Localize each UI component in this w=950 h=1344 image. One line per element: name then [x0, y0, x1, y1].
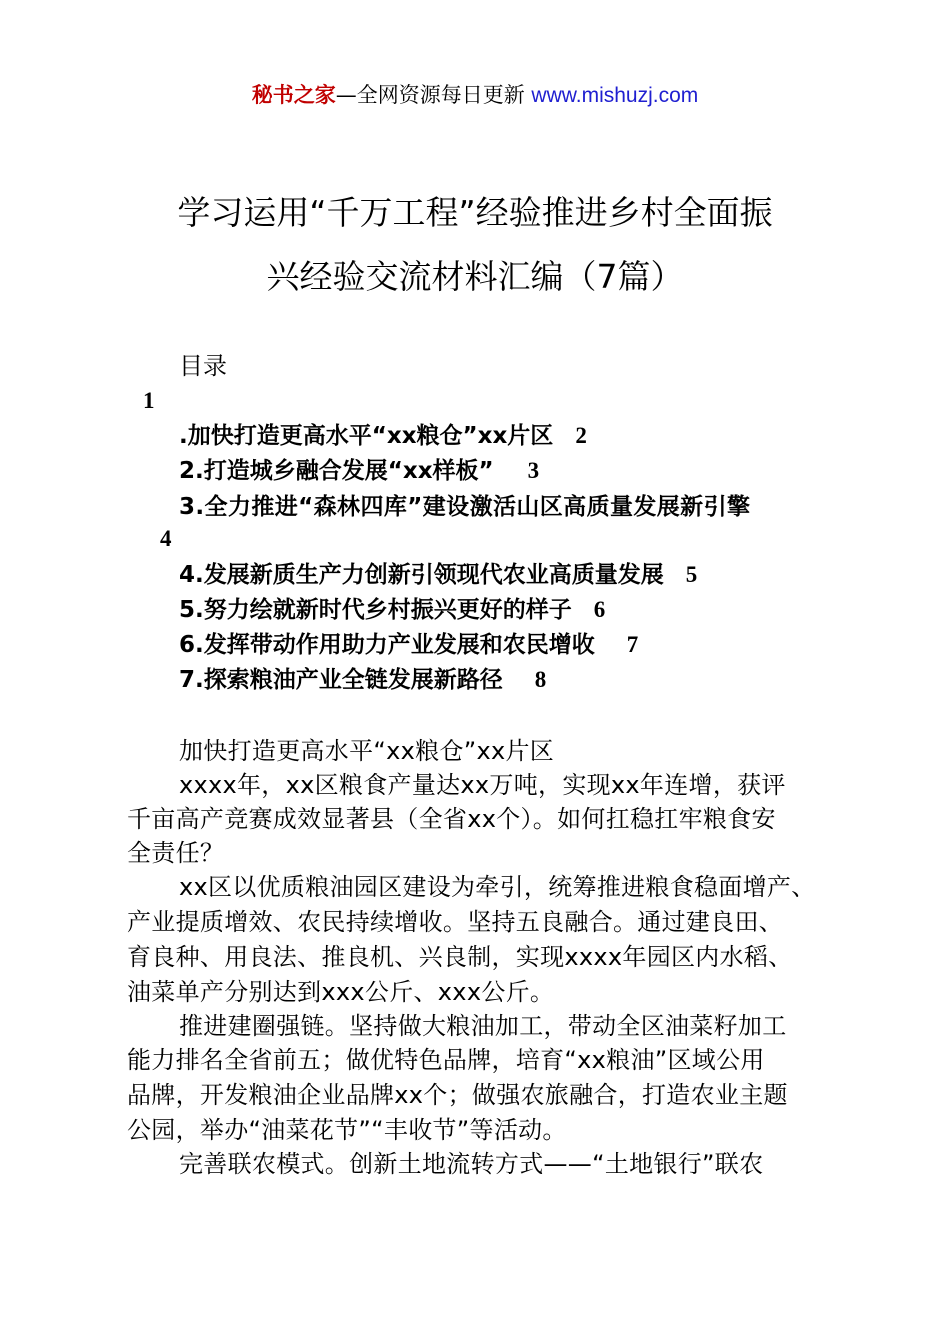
- toc-item-text: 2.打造城乡融合发展“xx样板”: [179, 458, 494, 484]
- toc-item-page: 7: [626, 632, 639, 657]
- toc-item-text: .加快打造更高水平“xx粮仓”xx片区: [179, 423, 554, 449]
- body-line: 千亩高产竞赛成效显著县（全省xx个）。如何扛稳扛牢粮食安: [127, 805, 776, 833]
- toc-item-5[interactable]: [179, 593, 605, 627]
- toc-item-page: 6: [593, 597, 606, 622]
- toc-item-text: 4.发展新质生产力创新引领现代农业高质量发展: [179, 562, 664, 588]
- site-header: [0, 80, 950, 111]
- toc-item-page: 2: [575, 423, 587, 448]
- toc-item-text: 7.探索粮油产业全链发展新路径: [179, 667, 503, 693]
- body-line: 全责任？: [127, 839, 225, 867]
- body-line: xxxx年，xx区粮食产量达xx万吨，实现xx年连增，获评: [179, 771, 786, 799]
- toc-item-text: 5.努力绘就新时代乡村振兴更好的样子: [179, 597, 572, 623]
- body-line: 能力排名全省前五；做优特色品牌，培育“xx粮油”区域公用: [127, 1046, 765, 1074]
- document-title-line-1: 学习运用“千万工程”经验推进乡村全面振: [177, 193, 773, 232]
- body-line: 推进建圈强链。坚持做大粮油加工，带动全区油菜籽加工: [179, 1012, 787, 1040]
- body-line: 完善联农模式。创新土地流转方式——“土地银行”联农: [179, 1150, 764, 1178]
- toc-heading: 目录: [179, 352, 227, 380]
- toc-item-6[interactable]: [179, 628, 638, 662]
- toc-item-1[interactable]: [179, 419, 587, 453]
- section-title: 加快打造更高水平“xx粮仓”xx片区: [179, 737, 555, 765]
- toc-page-number: 1: [143, 388, 155, 413]
- toc-item-7[interactable]: [179, 663, 546, 697]
- brand-name: 秘书之家: [251, 83, 336, 107]
- toc-item-3-page: 4: [160, 526, 172, 551]
- header-slogan: —全网资源每日更新: [335, 83, 525, 107]
- toc-item-text: 6.发挥带动作用助力产业发展和农民增收: [179, 632, 595, 658]
- body-line: 油菜单产分别达到xxx公斤、xxx公斤。: [127, 978, 555, 1006]
- toc-item-page: 3: [527, 458, 540, 483]
- body-line: xx区以优质粮油园区建设为牵引，统筹推进粮食稳面增产、: [179, 873, 816, 901]
- toc-item-page: 5: [685, 562, 698, 587]
- toc-item-4[interactable]: [179, 558, 697, 592]
- toc-item-3[interactable]: [179, 490, 750, 524]
- toc-item-text: 3.全力推进“森林四库”建设激活山区高质量发展新引擎: [179, 494, 751, 520]
- site-url-link[interactable]: www.mishuzj.com: [531, 84, 699, 107]
- toc-item-2[interactable]: [179, 454, 539, 488]
- body-line: 产业提质增效、农民持续增收。坚持五良融合。通过建良田、: [127, 908, 784, 936]
- body-line: 育良种、用良法、推良机、兴良制，实现xxxx年园区内水稻、: [127, 943, 793, 971]
- body-line: 品牌，开发粮油企业品牌xx个；做强农旅融合，打造农业主题: [127, 1081, 788, 1109]
- body-line: 公园，举办“油菜花节”“丰收节”等活动。: [127, 1116, 567, 1144]
- toc-item-page: 8: [534, 667, 547, 692]
- document-title-line-2: 兴经验交流材料汇编（7篇）: [266, 257, 684, 296]
